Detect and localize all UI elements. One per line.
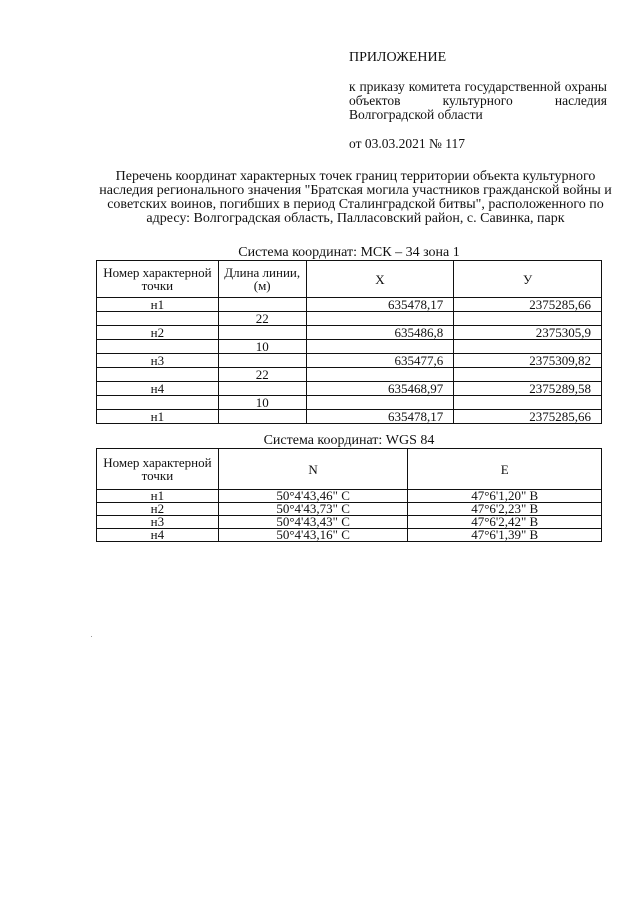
- header-y: У: [454, 261, 602, 298]
- empty-cell: [454, 368, 602, 382]
- longitude-cell: 47°6'1,20" В: [408, 490, 602, 503]
- latitude-cell: 50°4'43,16" С: [218, 529, 408, 542]
- longitude-cell: 47°6'2,23" В: [408, 503, 602, 516]
- appendix-title: ПРИЛОЖЕНИЕ: [349, 50, 447, 65]
- appendix-header: [349, 51, 607, 151]
- y-cell: 2375309,82: [454, 354, 602, 368]
- empty-cell: [306, 312, 454, 326]
- y-cell: 2375285,66: [454, 298, 602, 312]
- empty-cell: [306, 396, 454, 410]
- table-row: [97, 312, 602, 326]
- y-cell: 2375305,9: [454, 326, 602, 340]
- empty-cell: [218, 354, 306, 368]
- point-cell: н2: [97, 326, 219, 340]
- empty-cell: [306, 340, 454, 354]
- latitude-cell: 50°4'43,73" С: [218, 503, 408, 516]
- table-row: [97, 529, 602, 542]
- wgs-coordinates-table: [96, 448, 602, 542]
- point-cell: н4: [97, 529, 219, 542]
- longitude-cell: 47°6'1,39" В: [408, 529, 602, 542]
- point-cell: н1: [97, 410, 219, 424]
- empty-cell: [454, 312, 602, 326]
- latitude-cell: 50°4'43,46" С: [218, 490, 408, 503]
- x-cell: 635478,17: [306, 410, 454, 424]
- length-cell: 22: [218, 312, 306, 326]
- appendix-date: от 03.03.2021 № 117: [349, 136, 465, 151]
- table-row: [97, 396, 602, 410]
- header-point-number: Номер характерной точки: [97, 261, 219, 298]
- empty-cell: [97, 396, 219, 410]
- longitude-cell: 47°6'2,42" В: [408, 516, 602, 529]
- length-cell: 10: [218, 340, 306, 354]
- msk-system-title: Система координат: МСК – 34 зона 1: [238, 245, 460, 260]
- point-cell: н2: [97, 503, 219, 516]
- msk-coordinates-table: [96, 260, 602, 424]
- latitude-cell: 50°4'43,43" С: [218, 516, 408, 529]
- empty-cell: [97, 368, 219, 382]
- empty-cell: [218, 298, 306, 312]
- point-cell: н3: [97, 516, 219, 529]
- y-cell: 2375289,58: [454, 382, 602, 396]
- header-line-length: Длина линии, (м): [218, 261, 306, 298]
- point-cell: н3: [97, 354, 219, 368]
- x-cell: 635468,97: [306, 382, 454, 396]
- scan-speck: [91, 636, 92, 637]
- empty-cell: [218, 326, 306, 340]
- header-e: E: [408, 449, 602, 490]
- empty-cell: [454, 396, 602, 410]
- length-cell: 22: [218, 368, 306, 382]
- header-x: X: [306, 261, 454, 298]
- document-title: Перечень координат характерных точек границ территории объекта культурного наследия регионального значения "Братская могила участников гражданской войны и советских воинов, погибших в период Сталинградской битвы", расположенного по адресу: Волгоградская область, Палласовский район, с. Савинка, парк: [99, 169, 612, 226]
- empty-cell: [306, 368, 454, 382]
- empty-cell: [218, 410, 306, 424]
- x-cell: 635477,6: [306, 354, 454, 368]
- wgs-system-title: Система координат: WGS 84: [263, 433, 435, 448]
- table-row: [97, 340, 602, 354]
- x-cell: 635486,8: [306, 326, 454, 340]
- empty-cell: [218, 382, 306, 396]
- table-row: [97, 354, 602, 368]
- table-row: [97, 410, 602, 424]
- table-header-row: [97, 261, 602, 298]
- table-row: [97, 382, 602, 396]
- table-row: [97, 368, 602, 382]
- table-header-row: [97, 449, 602, 490]
- table-row: [97, 326, 602, 340]
- table-row: [97, 298, 602, 312]
- empty-cell: [97, 312, 219, 326]
- point-cell: н1: [97, 490, 219, 503]
- point-cell: н1: [97, 298, 219, 312]
- appendix-order-text: к приказу комитета государственной охраны объектов культурного наследия Волгоградской области: [349, 79, 607, 122]
- x-cell: 635478,17: [306, 298, 454, 312]
- header-point-number: Номер характерной точки: [97, 449, 219, 490]
- header-n: N: [218, 449, 408, 490]
- empty-cell: [454, 340, 602, 354]
- y-cell: 2375285,66: [454, 410, 602, 424]
- point-cell: н4: [97, 382, 219, 396]
- length-cell: 10: [218, 396, 306, 410]
- empty-cell: [97, 340, 219, 354]
